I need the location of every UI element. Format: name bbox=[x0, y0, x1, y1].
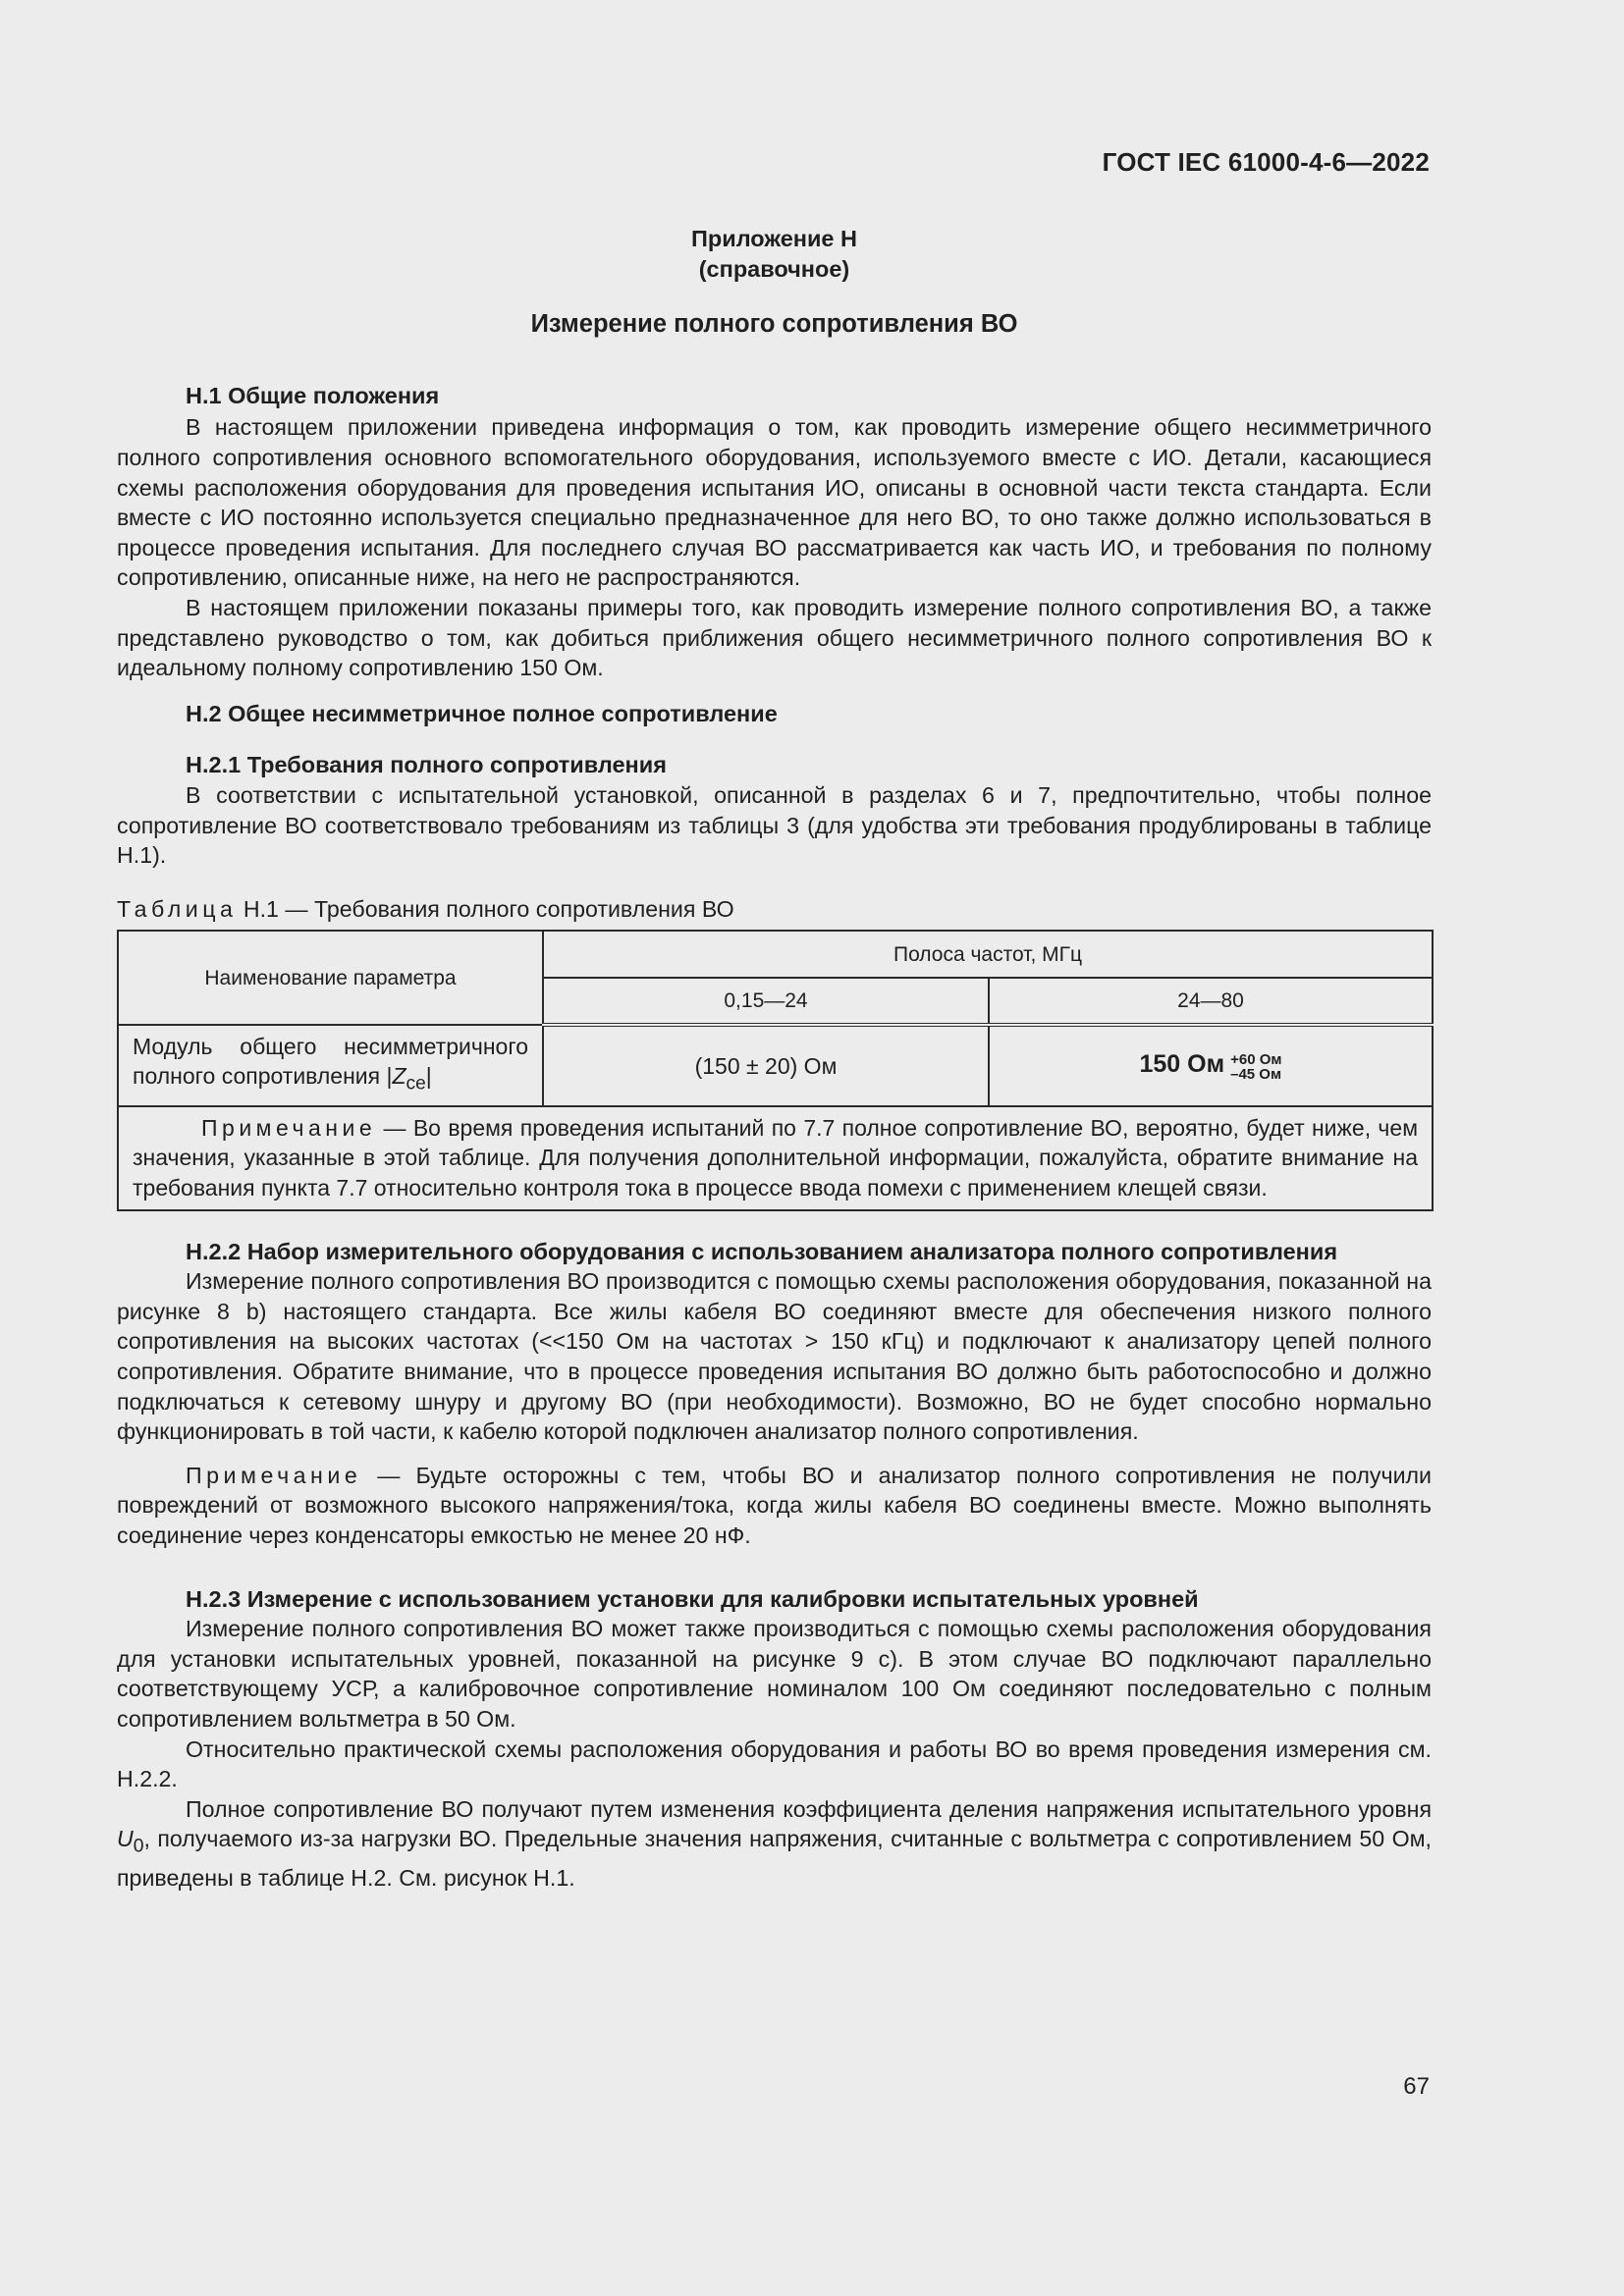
section-h1-paragraph-2: В настоящем приложении показаны примеры того, как проводить измерение полного сопротивления ВО, а также представлено руководство о том, как добиться приближения общего несимметричного полного сопротивления ВО к идеальному полному сопротивлению 150 Ом. bbox=[117, 594, 1432, 681]
header-frequency-band: Полоса частот, МГц bbox=[543, 931, 1433, 978]
table-note-label: Примечание bbox=[201, 1114, 377, 1141]
row-value-band-2-main: 150 Ом bbox=[1139, 1050, 1225, 1079]
section-h23-title: H.2.3 Измерение с использованием установки для калибровки испытательных уровней bbox=[186, 1585, 1199, 1612]
section-h22-paragraph-1: Измерение полного сопротивления ВО производится с помощью схемы расположения оборудования, показанной на рисунке 8 b) настоящего стандарта. Все жилы кабеля ВО соединяют вместе для обеспечения низкого полного сопротивления на высоких частотах (<<150 Ом на частотах > 150 кГц) и подключают к анализатору цепей полного сопротивления. Обратите внимание, что в процессе проведения испытания ВО должно быть работоспособно и должно подключаться к сетевому шнуру и другому ВО (при необходимости). Возможно, ВО не будет способно нормально функционировать в той части, к кабелю которой подключен анализатор полного сопротивления. bbox=[117, 1268, 1432, 1445]
section-h23-p3-subscript: 0 bbox=[133, 1836, 144, 1857]
table-caption bbox=[117, 894, 1432, 925]
section-h23-p3-end: , получаемого из-за нагрузки ВО. Предельные значения напряжения, считанные с вольтметра с сопротивлением 50 Ом, приведены в таблице H.2. См. рисунок H.1. bbox=[117, 1826, 1432, 1891]
standard-header: ГОСТ IEC 61000-4-6—2022 bbox=[1102, 147, 1430, 177]
appendix-subtitle: (справочное) bbox=[698, 255, 850, 282]
section-h22-note-text: Будьте осторожны с тем, чтобы ВО и анализатор полного сопротивления не получили повреждений от возможного высокого напряжения/тока, когда жилы кабеля ВО соединены вместе. Можно выполнять соединение через конденсаторы емкостью не менее 20 нФ. bbox=[117, 1462, 1433, 1548]
section-h21-paragraph-1: В соответствии с испытательной установкой, описанной в разделах 6 и 7, предпочтительно, чтобы полное сопротивление ВО соответствовало требованиям из таблицы 3 (для удобства эти требования продублированы в таблице H.1). bbox=[117, 781, 1432, 869]
section-h23-p3-start: Полное сопротивление ВО получают путем изменения коэффициента деления напряжения испытательного уровня bbox=[186, 1795, 1432, 1822]
row-parameter-subscript: ce bbox=[406, 1073, 426, 1095]
section-h1-title: H.1 Общие положения bbox=[186, 382, 440, 408]
table-note bbox=[118, 1106, 1433, 1210]
section-h23-p3-variable: U bbox=[117, 1826, 134, 1852]
section-h23-paragraph-1: Измерение полного сопротивления ВО может также производиться с помощью схемы расположения оборудования для установки испытательных уровней, показанной на рисунке 9 c). В этом случае ВО подключают параллельно соответствующему УСР, а калибровочное сопротивление номиналом 100 Ом соединяют последовательно с полным сопротивлением вольтметра в 50 Ом. bbox=[117, 1616, 1432, 1732]
table-note-dash: — bbox=[376, 1114, 413, 1141]
header-band-2: 24—80 bbox=[989, 978, 1433, 1025]
row-value-band-2 bbox=[989, 1025, 1433, 1106]
section-h22-note bbox=[117, 1461, 1432, 1551]
section-h21-title: H.2.1 Требования полного сопротивления bbox=[186, 752, 667, 778]
header-parameter-name: Наименование параметра bbox=[118, 931, 543, 1025]
section-h22-title: H.2.2 Набор измерительного оборудования с использованием анализатора полного сопротивления bbox=[186, 1238, 1338, 1264]
impedance-requirements-table bbox=[117, 930, 1434, 1210]
row-parameter-bar: | bbox=[425, 1063, 432, 1090]
page-number: 67 bbox=[1403, 2073, 1430, 2100]
tolerance-plus: +60 Ом bbox=[1230, 1050, 1282, 1068]
row-value-band-1: (150 ± 20) Ом bbox=[543, 1025, 989, 1106]
row-parameter-name bbox=[118, 1025, 543, 1106]
section-h23-paragraph-2: Относительно практической схемы расположения оборудования и работы ВО во время проведения измерения см. H.2.2. bbox=[117, 1735, 1432, 1792]
table-caption-text: H.1 — Требования полного сопротивления ВО bbox=[237, 895, 734, 922]
section-h1-paragraph-1: В настоящем приложении приведена информация о том, как проводить измерение общего несимметричного полного сопротивления основного вспомогательного оборудования, используемого вместе с ИО. Детали, касающиеся схемы расположения оборудования для проведения испытания ИО, описаны в основной части текста стандарта. Если вместе с ИО постоянно используется специально предназначенное для него ВО, то оно также должно использоваться в процессе проведения испытания. Для последнего случая ВО рассматривается как часть ИО, и требования по полному сопротивлению, описанные ниже, на него не распространяются. bbox=[117, 414, 1432, 591]
appendix-heading: Измерение полного сопротивления ВО bbox=[530, 310, 1018, 339]
row-parameter-variable: Z bbox=[392, 1063, 406, 1090]
section-h23-paragraph-3 bbox=[117, 1794, 1432, 1893]
header-band-1: 0,15—24 bbox=[543, 978, 989, 1025]
row-value-band-2-tolerance bbox=[1230, 1052, 1281, 1082]
tolerance-minus: –45 Ом bbox=[1230, 1065, 1282, 1083]
section-h22-note-dash: — bbox=[361, 1462, 416, 1488]
table-note-text: Во время проведения испытаний по 7.7 полное сопротивление ВО, вероятно, будет ниже, чем значения, указанные в этой таблице. Для получения дополнительной информации, пожалуйста, обратите внимание на требования пункта 7.7 относительно контроля тока в процессе ввода помехи с применением клещей связи. bbox=[133, 1114, 1419, 1201]
appendix-title: Приложение H bbox=[691, 226, 857, 251]
section-h2-title: H.2 Общее несимметричное полное сопротивление bbox=[186, 700, 778, 726]
page-content bbox=[117, 224, 1432, 1893]
section-h22-note-label: Примечание bbox=[186, 1462, 362, 1488]
table-caption-label: Таблица bbox=[117, 895, 238, 922]
row-parameter-text: Модуль общего несимметричного полного сопротивления | bbox=[133, 1034, 528, 1090]
